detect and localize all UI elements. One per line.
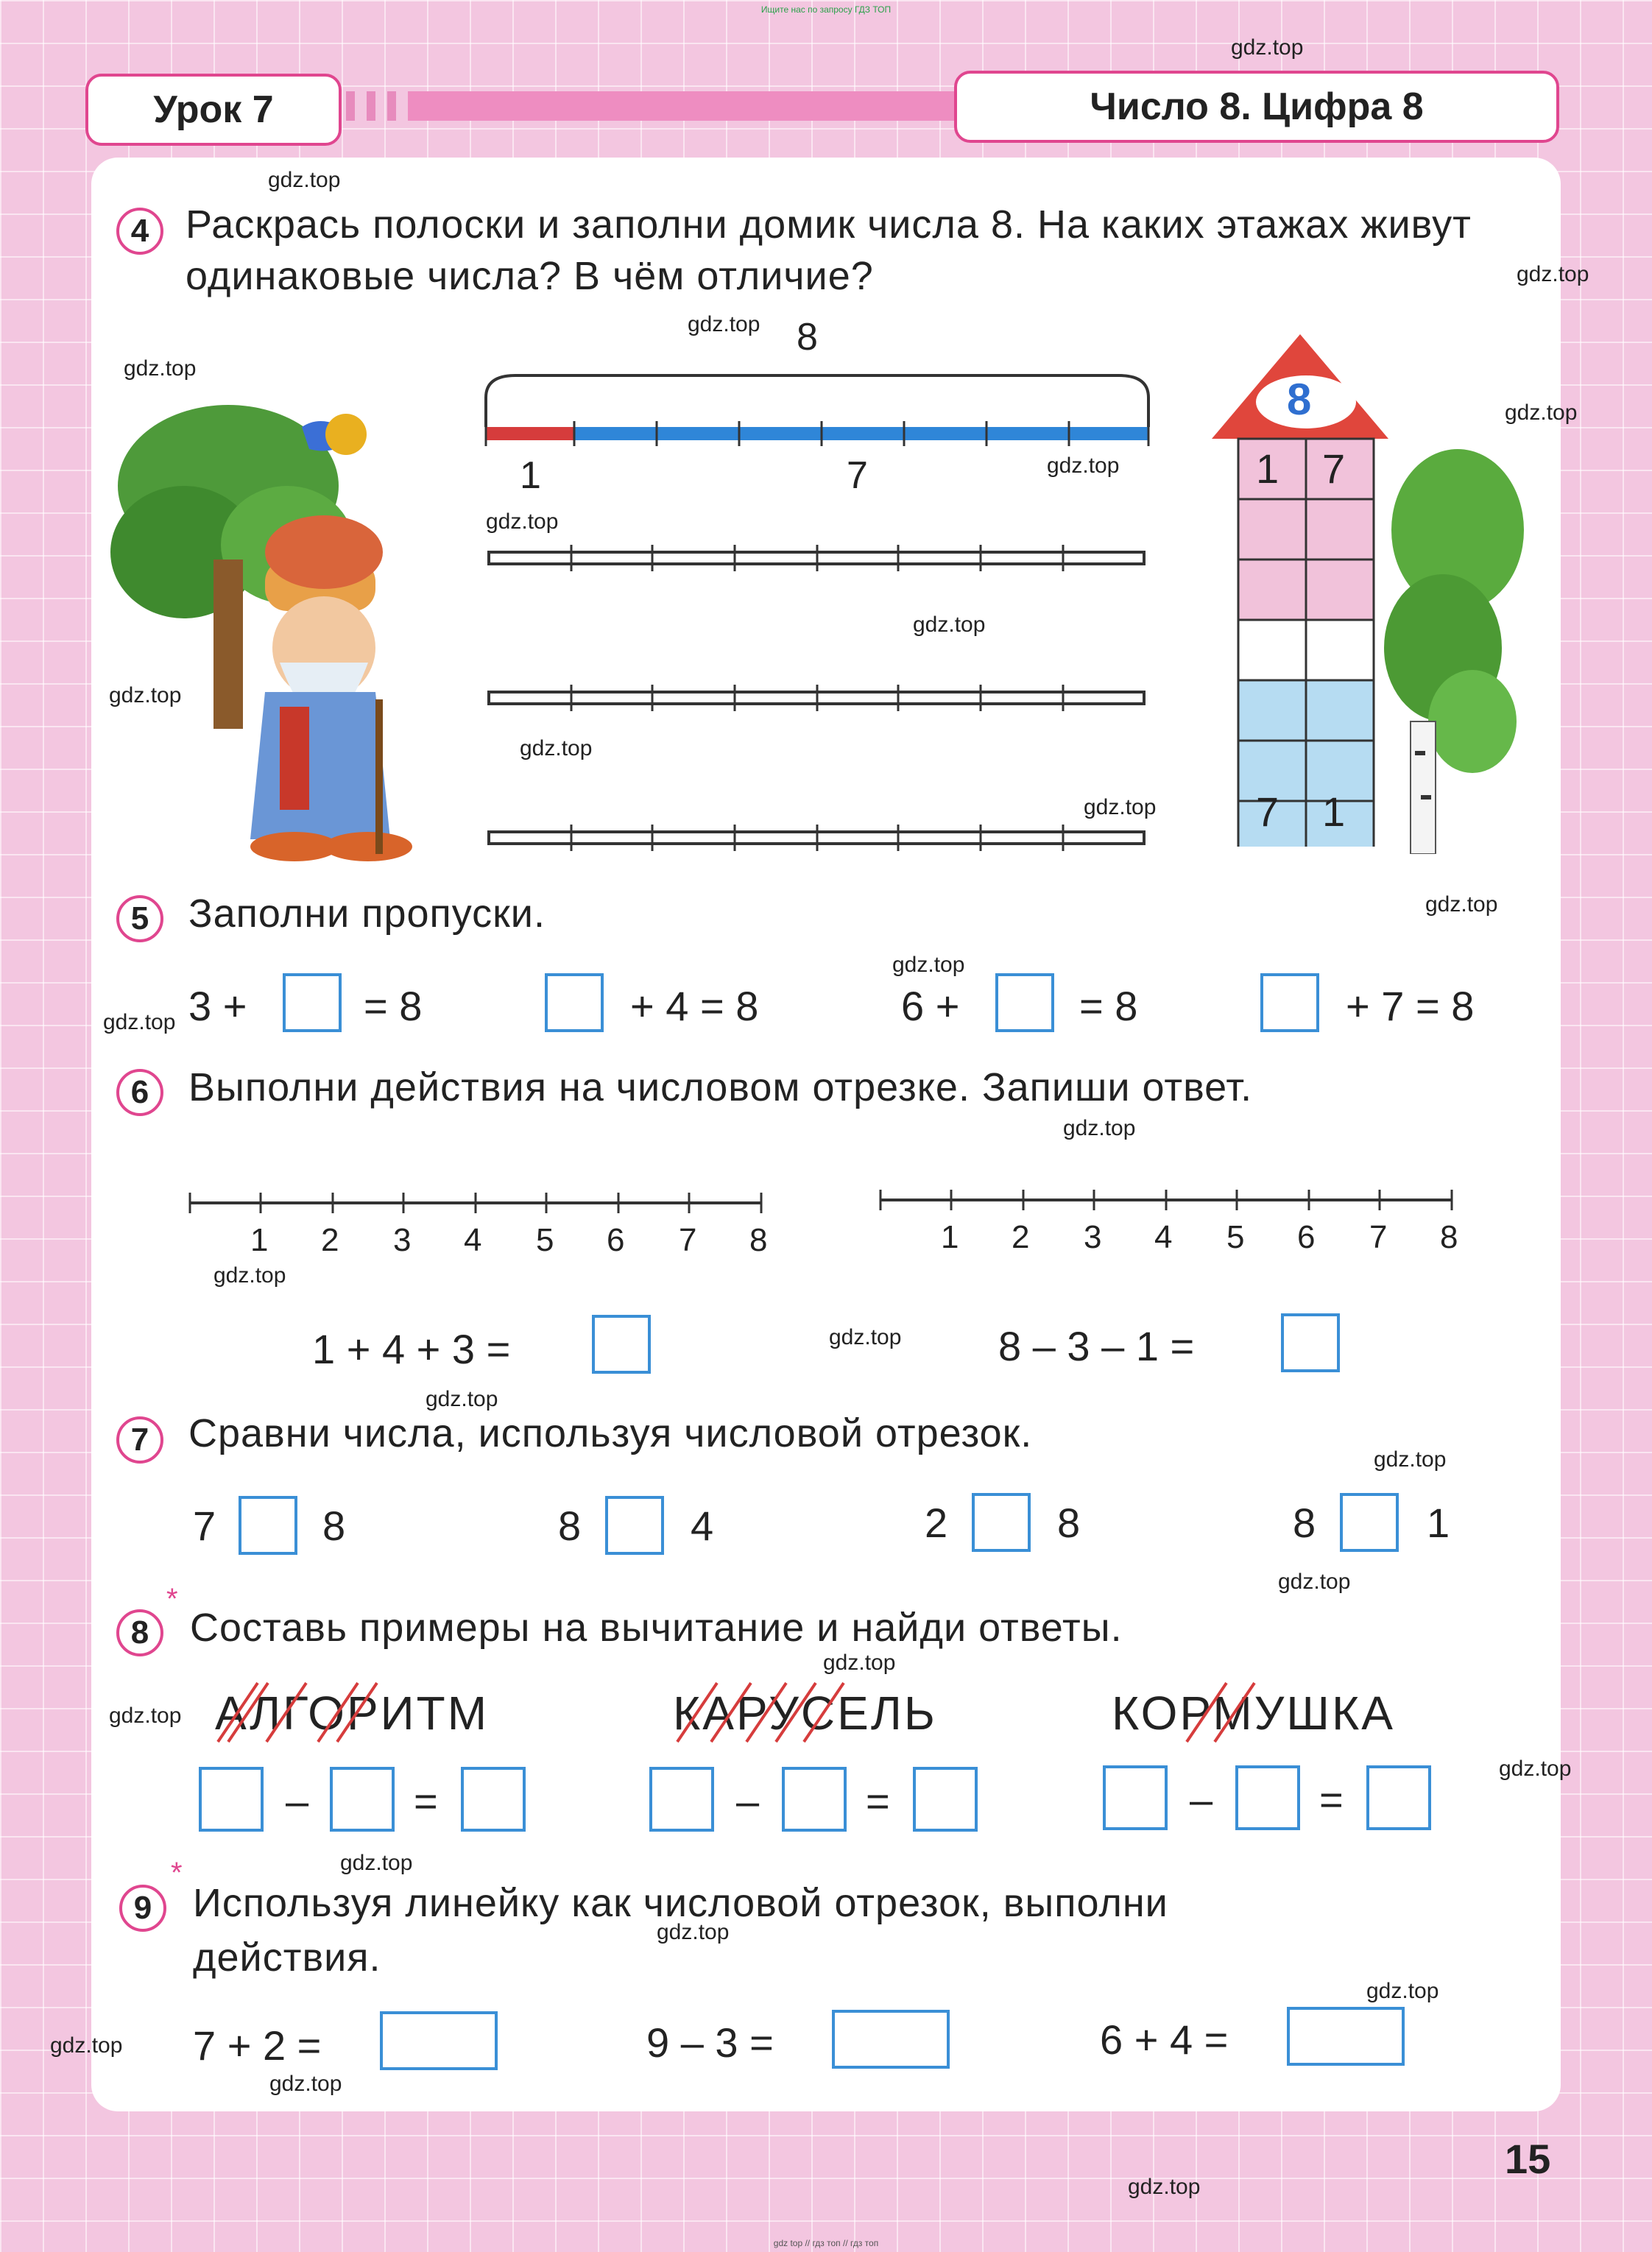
- watermark: gdz.top: [1128, 2175, 1201, 2199]
- watermark: gdz.top: [50, 2033, 123, 2058]
- eq-text: + 7 = 8: [1346, 983, 1475, 1029]
- answer-box[interactable]: [545, 973, 604, 1032]
- exercise-number: 6: [116, 1069, 163, 1116]
- answer-box[interactable]: [649, 1767, 714, 1832]
- answer-box[interactable]: [995, 973, 1054, 1032]
- exercise-9-text-line2: действия.: [193, 1935, 381, 1980]
- tick-label: 1: [250, 1222, 269, 1258]
- eq-text: 9 – 3 =: [646, 2019, 774, 2066]
- house-bottom-right: 1: [1322, 788, 1346, 835]
- eq-text: 6 + 4 =: [1100, 2016, 1229, 2063]
- exercise-number: 8: [116, 1609, 163, 1656]
- tick-label: 7: [1369, 1219, 1388, 1255]
- compare-right: 4: [691, 1503, 714, 1549]
- tree-illustration: [1377, 442, 1524, 854]
- tick-label: 3: [1084, 1219, 1102, 1255]
- house-roof-number: 8: [1287, 375, 1312, 424]
- watermark: gdz.top: [213, 1263, 286, 1288]
- tick-label: 8: [1440, 1219, 1458, 1255]
- tick-label: 5: [1226, 1219, 1245, 1255]
- watermark: gdz.top: [103, 1010, 176, 1034]
- watermark: gdz.top: [1517, 262, 1589, 286]
- answer-box[interactable]: [913, 1767, 978, 1832]
- exercise-6-text: Выполни действия на числовом отрезке. Запиши ответ.: [188, 1065, 1253, 1109]
- compare-left: 7: [193, 1503, 216, 1549]
- bar-left-label: 1: [520, 454, 541, 497]
- house-bottom-left: 7: [1256, 788, 1279, 835]
- watermark: gdz.top: [829, 1325, 902, 1349]
- compare-right: 1: [1427, 1500, 1450, 1546]
- exercise-5-text: Заполни пропуски.: [188, 892, 546, 936]
- compare-right: 8: [322, 1503, 346, 1549]
- tick-label: 2: [1012, 1219, 1030, 1255]
- house-top-left: 1: [1256, 445, 1279, 492]
- watermark: gdz.top: [688, 312, 760, 336]
- word-algoritm: АЛГОРИТМ: [215, 1687, 490, 1740]
- watermark: gdz.top: [1231, 35, 1304, 60]
- compare-left: 2: [925, 1500, 948, 1546]
- number-line-2: [878, 1185, 1459, 1222]
- lesson-label: Урок 7: [153, 88, 274, 131]
- watermark: gdz.top: [1374, 1447, 1447, 1472]
- exercise-number: 9: [119, 1885, 166, 1932]
- equals-sign: =: [1319, 1776, 1344, 1823]
- top-note: Ищите нас по запросу ГДЗ ТОП: [760, 4, 892, 15]
- answer-box[interactable]: [1287, 2007, 1405, 2066]
- watermark: gdz.top: [1278, 1570, 1351, 1594]
- eq-text: 6 +: [901, 983, 960, 1029]
- answer-box[interactable]: [1260, 973, 1319, 1032]
- compare-box[interactable]: [605, 1496, 664, 1555]
- compare-box[interactable]: [239, 1496, 297, 1555]
- compare-box[interactable]: [1340, 1493, 1399, 1552]
- compare-right: 8: [1057, 1500, 1081, 1546]
- star-mark: *: [171, 1857, 183, 1889]
- watermark: gdz.top: [486, 509, 559, 534]
- eq-text: = 8: [1079, 983, 1138, 1029]
- exercise-number: 5: [116, 895, 163, 942]
- bar-model: [471, 353, 1163, 486]
- answer-box[interactable]: [330, 1767, 395, 1832]
- header-stripes: [346, 91, 957, 121]
- exercise-9-text-line1: Используя линейку как числовой отрезок, выполни: [193, 1881, 1168, 1925]
- tick-label: 4: [464, 1222, 482, 1258]
- watermark: gdz.top: [1425, 892, 1498, 917]
- equals-sign: =: [866, 1778, 890, 1824]
- exercise-4-text: Раскрась полоски и заполни домик числа 8. На каких этажах живут одинаковые числа? В чём отличие?: [186, 202, 1472, 298]
- tick-label: 3: [393, 1222, 412, 1258]
- bar-right-label: 7: [847, 454, 868, 497]
- watermark: gdz.top: [892, 953, 965, 977]
- exercise-number: 4: [116, 208, 163, 255]
- bottom-note: gdz top // гдз топ // гдз топ: [773, 2238, 879, 2248]
- topic-tab: [954, 71, 1559, 143]
- watermark: gdz.top: [109, 1704, 182, 1728]
- watermark: gdz.top: [520, 736, 593, 760]
- exercise-8-text: Составь примеры на вычитание и найди ответы.: [190, 1606, 1123, 1650]
- watermark: gdz.top: [1063, 1116, 1136, 1140]
- answer-box[interactable]: [461, 1767, 526, 1832]
- watermark: gdz.top: [269, 2072, 342, 2096]
- compare-left: 8: [1293, 1500, 1316, 1546]
- tick-label: 5: [536, 1222, 554, 1258]
- tick-label: 8: [749, 1222, 768, 1258]
- eq-text: = 8: [364, 983, 423, 1029]
- eq-text: 3 +: [188, 983, 247, 1029]
- answer-box[interactable]: [1103, 1765, 1168, 1830]
- minus-sign: –: [736, 1778, 760, 1824]
- gnome-illustration: [103, 383, 486, 869]
- answer-box[interactable]: [592, 1315, 651, 1374]
- answer-box[interactable]: [1281, 1313, 1340, 1372]
- lesson-tab: [85, 74, 342, 146]
- answer-box[interactable]: [283, 973, 342, 1032]
- answer-box[interactable]: [380, 2011, 498, 2070]
- blank-strips: [486, 545, 1148, 869]
- tick-label: 6: [607, 1222, 625, 1258]
- watermark: gdz.top: [1047, 453, 1120, 478]
- watermark: gdz.top: [1366, 1979, 1439, 2003]
- watermark: gdz.top: [340, 1851, 413, 1875]
- strike-marks: [213, 1671, 1421, 1752]
- word-karusel: КАРУСЕЛЬ: [673, 1687, 937, 1740]
- house-top-right: 7: [1322, 445, 1346, 492]
- eq-text: 8 – 3 – 1 =: [998, 1323, 1195, 1369]
- compare-left: 8: [558, 1503, 582, 1549]
- bar-total-label: 8: [797, 316, 818, 359]
- tick-label: 1: [941, 1219, 959, 1255]
- eq-text: + 4 = 8: [630, 983, 759, 1029]
- watermark: gdz.top: [109, 683, 182, 707]
- minus-sign: –: [286, 1778, 309, 1824]
- number-line-1: [187, 1188, 769, 1225]
- watermark: gdz.top: [1505, 400, 1578, 425]
- watermark: gdz.top: [426, 1387, 498, 1411]
- answer-box[interactable]: [1366, 1765, 1431, 1830]
- eq-text: 7 + 2 =: [193, 2022, 322, 2069]
- watermark: gdz.top: [1499, 1757, 1572, 1781]
- minus-sign: –: [1190, 1776, 1213, 1823]
- answer-box[interactable]: [1235, 1765, 1300, 1830]
- word-kormushka: КОРМУШКА: [1112, 1687, 1395, 1740]
- eq-text: 1 + 4 + 3 =: [312, 1326, 511, 1372]
- compare-box[interactable]: [972, 1493, 1031, 1552]
- watermark: gdz.top: [657, 1920, 730, 1944]
- watermark: gdz.top: [913, 613, 986, 637]
- watermark: gdz.top: [823, 1651, 896, 1675]
- answer-box[interactable]: [832, 2010, 950, 2069]
- watermark: gdz.top: [268, 168, 341, 192]
- exercise-7-text: Сравни числа, используя числовой отрезок.: [188, 1411, 1033, 1455]
- exercise-number: 7: [116, 1416, 163, 1464]
- watermark: gdz.top: [1084, 795, 1157, 819]
- watermark: gdz.top: [124, 356, 197, 381]
- tick-label: 4: [1154, 1219, 1173, 1255]
- answer-box[interactable]: [199, 1767, 264, 1832]
- tick-label: 2: [321, 1222, 339, 1258]
- page-number: 15: [1505, 2136, 1551, 2182]
- topic-label: Число 8. Цифра 8: [1090, 85, 1424, 128]
- star-mark: *: [166, 1583, 178, 1615]
- tick-label: 6: [1297, 1219, 1316, 1255]
- equals-sign: =: [414, 1778, 438, 1824]
- answer-box[interactable]: [782, 1767, 847, 1832]
- tick-label: 7: [679, 1222, 697, 1258]
